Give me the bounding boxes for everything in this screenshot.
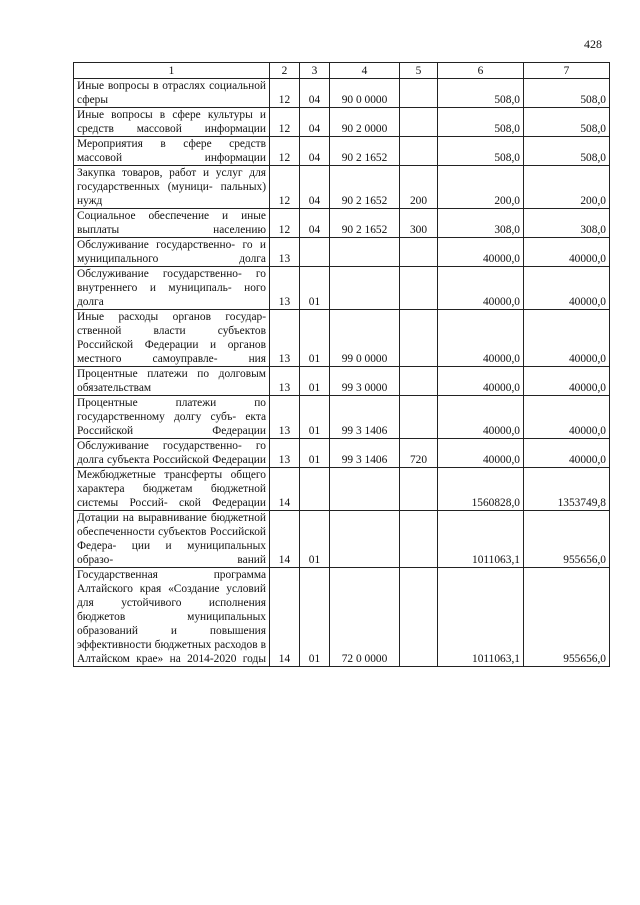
expense-kind-cell: 720	[400, 439, 438, 468]
target-article-cell: 99 0 0000	[330, 310, 400, 367]
target-article-cell	[330, 238, 400, 267]
header-cell: 2	[270, 63, 300, 79]
expense-kind-cell: 200	[400, 166, 438, 209]
target-article-cell: 90 2 1652	[330, 137, 400, 166]
amount-year1-cell: 40000,0	[438, 396, 524, 439]
header-cell: 1	[74, 63, 270, 79]
subsection-cell	[300, 468, 330, 511]
section-cell: 14	[270, 511, 300, 568]
amount-year1-cell: 40000,0	[438, 367, 524, 396]
subsection-cell: 01	[300, 267, 330, 310]
section-cell: 12	[270, 79, 300, 108]
target-article-cell: 90 2 1652	[330, 166, 400, 209]
amount-year1-cell: 1011063,1	[438, 511, 524, 568]
table-row	[74, 137, 610, 166]
subsection-cell: 01	[300, 367, 330, 396]
target-article-cell: 99 3 1406	[330, 439, 400, 468]
section-cell: 13	[270, 310, 300, 367]
subsection-cell: 04	[300, 209, 330, 238]
row-name-cell: Государственная программа Алтайского края «Создание условий для устойчивого исполнения бюджетов муниципальных образований и повышения эффективности бюджетных расходов в Алтайском крае» на 2014-2020 годы	[74, 568, 270, 667]
expense-kind-cell	[400, 310, 438, 367]
subsection-cell: 01	[300, 310, 330, 367]
header-cell: 5	[400, 63, 438, 79]
row-name-cell: Дотации на выравнивание бюджетной обеспеченности субъектов Российской Федера- ции и муниципальных образо- ваний	[74, 511, 270, 568]
amount-year1-cell: 508,0	[438, 137, 524, 166]
subsection-cell: 01	[300, 439, 330, 468]
target-article-cell: 90 2 1652	[330, 209, 400, 238]
section-cell: 13	[270, 439, 300, 468]
subsection-cell: 04	[300, 79, 330, 108]
section-cell: 14	[270, 568, 300, 667]
amount-year1-cell: 40000,0	[438, 439, 524, 468]
amount-year1-cell: 1560828,0	[438, 468, 524, 511]
subsection-cell	[300, 238, 330, 267]
header-cell: 4	[330, 63, 400, 79]
row-name-cell: Процентные платежи по долговым обязательствам	[74, 367, 270, 396]
section-cell: 12	[270, 108, 300, 137]
expense-kind-cell	[400, 238, 438, 267]
amount-year2-cell: 40000,0	[524, 396, 610, 439]
row-name-cell: Обслуживание государственно- го и муниципального долга	[74, 238, 270, 267]
target-article-cell: 90 0 0000	[330, 79, 400, 108]
amount-year1-cell: 508,0	[438, 108, 524, 137]
expense-kind-cell	[400, 468, 438, 511]
table-row	[74, 238, 610, 267]
row-name-cell: Закупка товаров, работ и услуг для государственных (муници- пальных) нужд	[74, 166, 270, 209]
row-name-cell: Социальное обеспечение и иные выплаты населению	[74, 209, 270, 238]
section-cell: 13	[270, 396, 300, 439]
section-cell: 12	[270, 209, 300, 238]
expense-kind-cell	[400, 367, 438, 396]
header-cell: 7	[524, 63, 610, 79]
amount-year1-cell: 200,0	[438, 166, 524, 209]
target-article-cell	[330, 511, 400, 568]
amount-year2-cell: 40000,0	[524, 367, 610, 396]
amount-year1-cell: 308,0	[438, 209, 524, 238]
amount-year2-cell: 955656,0	[524, 568, 610, 667]
table-row	[74, 310, 610, 367]
section-cell: 12	[270, 137, 300, 166]
subsection-cell: 04	[300, 137, 330, 166]
table-row	[74, 568, 610, 667]
amount-year2-cell: 508,0	[524, 79, 610, 108]
amount-year2-cell: 40000,0	[524, 267, 610, 310]
table-row	[74, 209, 610, 238]
section-cell: 14	[270, 468, 300, 511]
subsection-cell: 04	[300, 166, 330, 209]
amount-year1-cell: 1011063,1	[438, 568, 524, 667]
row-name-cell: Обслуживание государственно- го внутреннего и муниципаль- ного долга	[74, 267, 270, 310]
expense-kind-cell	[400, 137, 438, 166]
target-article-cell: 99 3 1406	[330, 396, 400, 439]
target-article-cell	[330, 468, 400, 511]
target-article-cell: 90 2 0000	[330, 108, 400, 137]
subsection-cell: 01	[300, 511, 330, 568]
row-name-cell: Обслуживание государственно- го долга субъекта Российской Федерации	[74, 439, 270, 468]
amount-year2-cell: 200,0	[524, 166, 610, 209]
row-name-cell: Мероприятия в сфере средств массовой информации	[74, 137, 270, 166]
header-cell: 3	[300, 63, 330, 79]
amount-year2-cell: 955656,0	[524, 511, 610, 568]
target-article-cell: 72 0 0000	[330, 568, 400, 667]
expense-kind-cell	[400, 396, 438, 439]
section-cell: 13	[270, 238, 300, 267]
amount-year1-cell: 40000,0	[438, 238, 524, 267]
expense-kind-cell	[400, 568, 438, 667]
expense-kind-cell	[400, 79, 438, 108]
row-name-cell: Межбюджетные трансферты общего характера бюджетам бюджетной системы Россий- ской Федерации	[74, 468, 270, 511]
table-row	[74, 108, 610, 137]
amount-year2-cell: 40000,0	[524, 439, 610, 468]
table-row	[74, 79, 610, 108]
expense-kind-cell	[400, 267, 438, 310]
section-cell: 13	[270, 367, 300, 396]
header-cell: 6	[438, 63, 524, 79]
target-article-cell: 99 3 0000	[330, 367, 400, 396]
section-cell: 13	[270, 267, 300, 310]
amount-year2-cell: 1353749,8	[524, 468, 610, 511]
expense-kind-cell	[400, 511, 438, 568]
subsection-cell: 01	[300, 396, 330, 439]
header-row	[74, 63, 610, 79]
amount-year2-cell: 508,0	[524, 108, 610, 137]
table-row	[74, 367, 610, 396]
subsection-cell: 01	[300, 568, 330, 667]
page-number: 428	[584, 37, 602, 51]
amount-year1-cell: 40000,0	[438, 310, 524, 367]
table-row	[74, 439, 610, 468]
row-name-cell: Процентные платежи по государственному долгу субъ- екта Российской Федерации	[74, 396, 270, 439]
amount-year1-cell: 40000,0	[438, 267, 524, 310]
amount-year1-cell: 508,0	[438, 79, 524, 108]
budget-table	[73, 62, 610, 667]
amount-year2-cell: 40000,0	[524, 310, 610, 367]
expense-kind-cell	[400, 108, 438, 137]
subsection-cell: 04	[300, 108, 330, 137]
row-name-cell: Иные вопросы в сфере культуры и средств массовой информации	[74, 108, 270, 137]
expense-kind-cell: 300	[400, 209, 438, 238]
amount-year2-cell: 508,0	[524, 137, 610, 166]
row-name-cell: Иные вопросы в отраслях социальной сферы	[74, 79, 270, 108]
table-row	[74, 267, 610, 310]
amount-year2-cell: 40000,0	[524, 238, 610, 267]
row-name-cell: Иные расходы органов государ- ственной власти субъектов Российской Федерации и органов местного самоуправле- ния	[74, 310, 270, 367]
table-row	[74, 468, 610, 511]
table-row	[74, 166, 610, 209]
table-row	[74, 396, 610, 439]
target-article-cell	[330, 267, 400, 310]
table-row	[74, 511, 610, 568]
amount-year2-cell: 308,0	[524, 209, 610, 238]
section-cell: 12	[270, 166, 300, 209]
